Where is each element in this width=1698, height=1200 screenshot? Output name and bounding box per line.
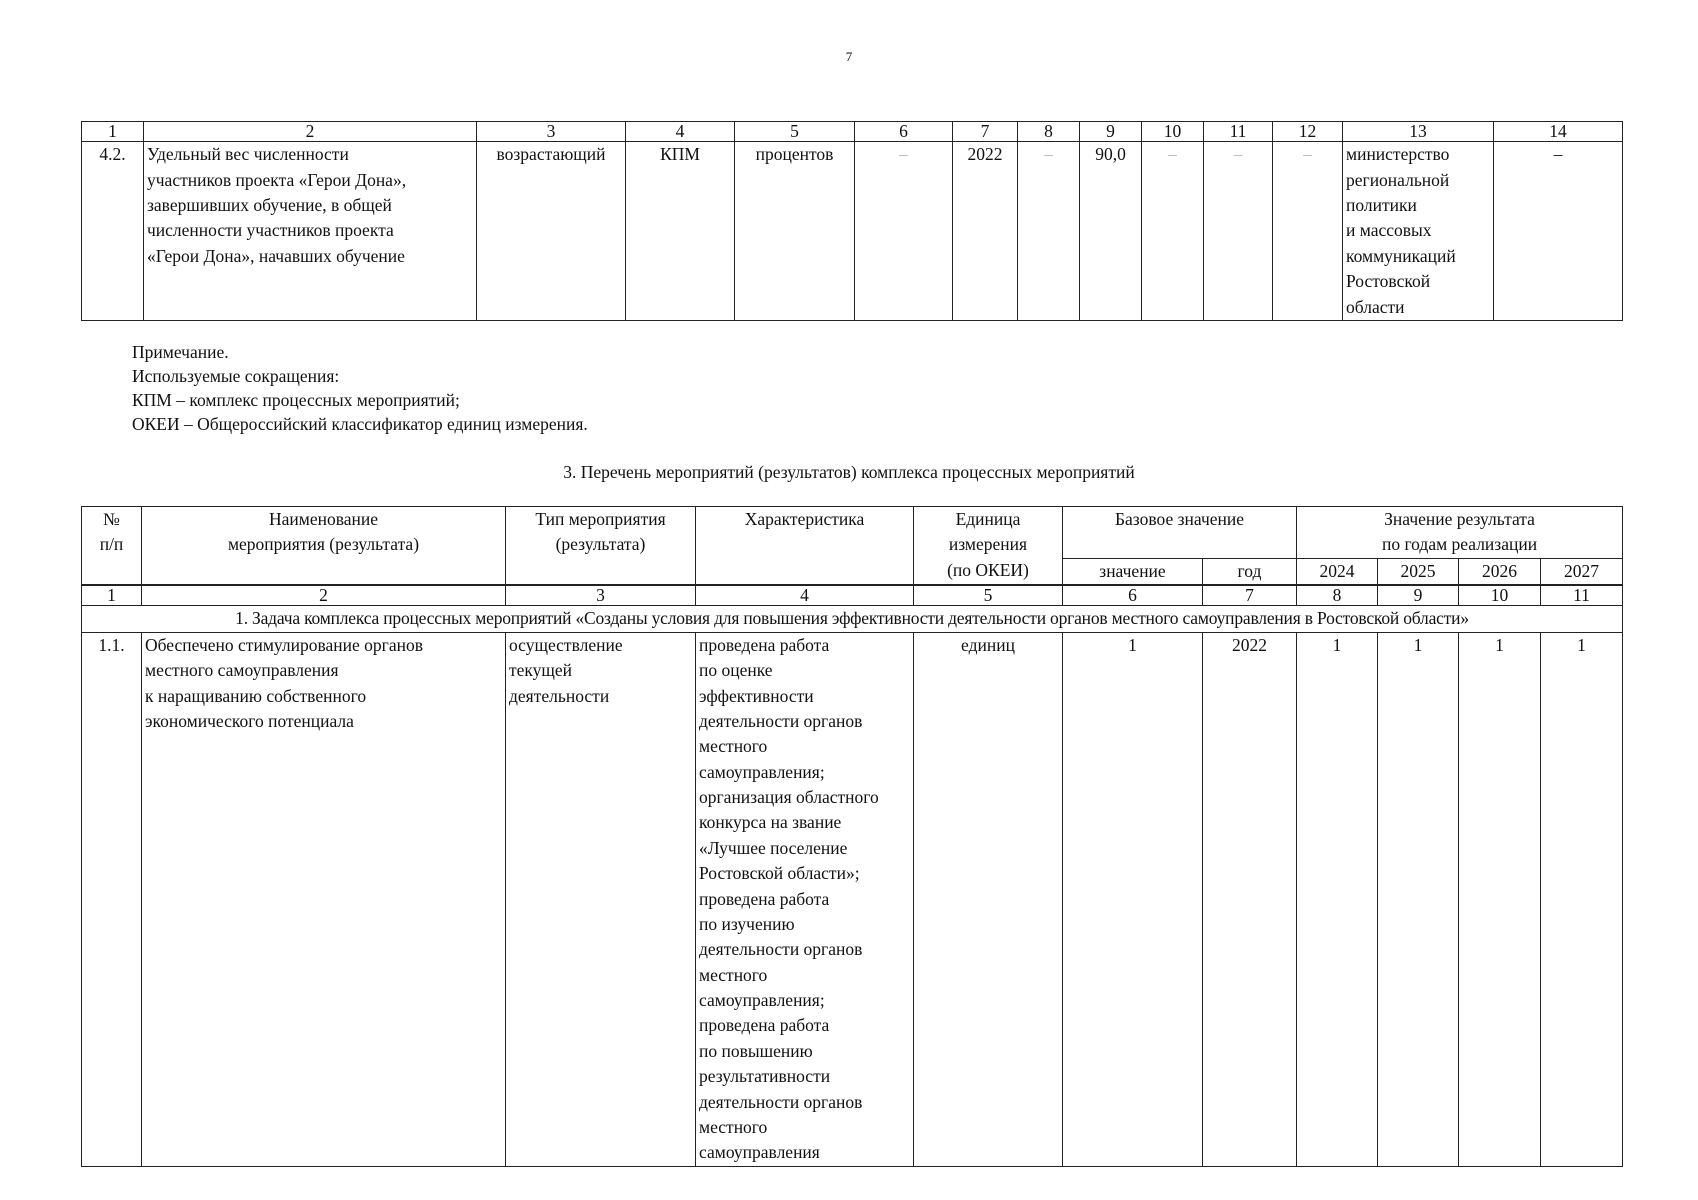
col-number: 9 [1378, 585, 1459, 606]
text-line: деятельности [509, 685, 610, 706]
text-line: № [103, 509, 120, 529]
text-line: мероприятия (результата) [227, 534, 420, 555]
header-unit-lines [917, 507, 1059, 583]
note-line: КПМ – комплекс процессных мероприятий; [132, 390, 460, 411]
header-year: 2027 [1541, 558, 1623, 585]
row-number: 4.2. [82, 142, 144, 321]
text-line: конкурса на звание [699, 812, 842, 833]
text-line: измерения [948, 534, 1028, 555]
col-number: 2 [144, 122, 477, 142]
text-line: завершивших обучение, в общей [147, 195, 392, 215]
text-line: организация областного [699, 787, 879, 807]
text-line: проведена работа [699, 888, 830, 909]
col-number: 6 [1063, 585, 1203, 606]
text-line: Единица [955, 509, 1021, 529]
text-line: по повышению [699, 1040, 813, 1061]
text-line: проведена работа [699, 1015, 830, 1036]
page-number: 7 [845, 49, 853, 64]
cell-col-6: – [855, 142, 953, 321]
text-line: по оценке [699, 660, 773, 681]
table-row [82, 142, 1623, 321]
col-number: 8 [1297, 585, 1378, 606]
col-number: 2 [142, 585, 506, 606]
cell-col-10: – [1142, 142, 1204, 321]
task-title: 1. Задача комплекса процессных мероприятий «Созданы условия для повышения эффективности деятельности органов местного самоуправления в Ростовской области» [82, 606, 1623, 632]
col-number: 3 [477, 122, 626, 142]
text-line: деятельности органов [699, 939, 863, 960]
header-base: Базовое значение [1063, 507, 1297, 559]
col-number: 5 [914, 585, 1063, 606]
text-line: к наращиванию собственного [145, 685, 367, 706]
value-2027: 1 [1541, 632, 1623, 1166]
text-line: текущей [509, 660, 573, 681]
text-line: региональной [1346, 169, 1450, 190]
note-line: Используемые сокращения: [132, 366, 340, 387]
value-2026: 1 [1459, 632, 1541, 1166]
col-number: 13 [1343, 122, 1494, 142]
column-number-row [82, 585, 1623, 606]
activities-table [81, 506, 1623, 1167]
indicator-unit: процентов [735, 142, 855, 321]
header-name [142, 507, 506, 586]
text-line: политики [1346, 195, 1417, 215]
column-number-row [82, 122, 1623, 142]
col-number: 9 [1080, 122, 1142, 142]
value-2025: 1 [1378, 632, 1459, 1166]
text-line: коммуникаций [1346, 245, 1456, 266]
cell-col-8: – [1018, 142, 1080, 321]
text-line: Значение результата [1384, 509, 1535, 529]
text-line: местного [699, 736, 768, 757]
note-line: Примечание. [132, 342, 229, 362]
text-line: Ростовской [1346, 271, 1431, 292]
cell-col-7: 2022 [953, 142, 1018, 321]
header-num [82, 507, 142, 586]
text-line: осуществление [509, 634, 623, 655]
text-line: (по ОКЕИ) [947, 559, 1029, 580]
text-line: самоуправления; [699, 761, 825, 782]
section-title: 3. Перечень мероприятий (результатов) комплекса процессных мероприятий [563, 462, 1135, 482]
note-line: ОКЕИ – Общероссийский классификатор единиц измерения. [132, 414, 588, 435]
header-year: 2026 [1459, 558, 1541, 585]
col-number: 7 [1203, 585, 1297, 606]
header-base-year: год [1203, 558, 1297, 585]
cell-col-14: – [1494, 142, 1623, 321]
indicators-table [81, 121, 1623, 321]
activity-unit: единиц [914, 632, 1063, 1166]
activity-characteristic [696, 632, 914, 1166]
activity-characteristic-lines [699, 633, 910, 1166]
activity-type-lines [509, 633, 692, 709]
col-number: 3 [506, 585, 696, 606]
text-line: местного [699, 964, 768, 985]
text-line: результативности [699, 1066, 831, 1087]
text-line: деятельности органов [699, 710, 863, 731]
activity-type [506, 632, 696, 1166]
activity-name [142, 632, 506, 1166]
notes [132, 340, 588, 437]
text-line: по годам реализации [1381, 534, 1538, 555]
col-number: 7 [953, 122, 1018, 142]
col-number: 8 [1018, 122, 1080, 142]
base-value: 1 [1063, 632, 1203, 1166]
col-number: 4 [696, 585, 914, 606]
text-line: «Герои Дона», начавших обучение [147, 245, 405, 266]
header-year: 2024 [1297, 558, 1378, 585]
cell-col-12: – [1273, 142, 1343, 321]
text-line: п/п [99, 534, 124, 555]
text-line: экономического потенциала [145, 710, 354, 731]
indicator-level: КПМ [626, 142, 735, 321]
col-number: 12 [1273, 122, 1343, 142]
indicator-name [144, 142, 477, 321]
cell-col-9: 90,0 [1080, 142, 1142, 321]
header-type-lines [509, 507, 692, 558]
text-line: эффективности [699, 685, 814, 706]
cell-col-11: – [1204, 142, 1273, 321]
text-line: деятельности органов [699, 1091, 863, 1112]
header-unit [914, 507, 1063, 586]
responsible-body [1343, 142, 1494, 321]
col-number: 10 [1142, 122, 1204, 142]
col-number: 1 [82, 585, 142, 606]
text-line: области [1346, 296, 1405, 317]
col-number: 10 [1459, 585, 1541, 606]
header-year: 2025 [1378, 558, 1459, 585]
text-line: самоуправления [699, 1142, 820, 1163]
header-row [82, 507, 1623, 559]
responsible-body-lines [1346, 142, 1490, 320]
col-number: 5 [735, 122, 855, 142]
value-2024: 1 [1297, 632, 1378, 1166]
header-name-lines [145, 507, 502, 558]
text-line: Обеспечено стимулирование органов [145, 634, 423, 655]
col-number: 11 [1541, 585, 1623, 606]
header-result [1297, 507, 1623, 559]
text-line: численности участников проекта [147, 220, 394, 241]
text-line: Ростовской области»; [699, 863, 860, 884]
task-row [82, 606, 1623, 632]
base-year: 2022 [1203, 632, 1297, 1166]
header-characteristic: Характеристика [696, 507, 914, 586]
text-line: местного самоуправления [145, 660, 339, 681]
header-base-value: значение [1063, 558, 1203, 585]
text-line: самоуправления; [699, 990, 825, 1010]
col-number: 6 [855, 122, 953, 142]
indicator-name-lines [147, 142, 473, 269]
col-number: 4 [626, 122, 735, 142]
text-line: (результата) [555, 534, 646, 555]
text-line: Наименование [268, 509, 379, 529]
header-num-lines [85, 507, 138, 558]
text-line: участников проекта «Герои Дона», [147, 169, 407, 190]
text-line: проведена работа [699, 634, 830, 655]
text-line: Удельный вес численности [147, 144, 349, 165]
col-number: 11 [1204, 122, 1273, 142]
text-line: «Лучшее поселение [699, 837, 848, 858]
row-number: 1.1. [82, 632, 142, 1166]
table-row [82, 632, 1623, 1166]
activity-name-lines [145, 633, 502, 735]
col-number: 14 [1494, 122, 1623, 142]
text-line: местного [699, 1116, 768, 1137]
indicator-direction: возрастающий [477, 142, 626, 321]
header-result-lines [1300, 507, 1619, 558]
header-type [506, 507, 696, 586]
text-line: министерство [1346, 144, 1450, 165]
text-line: и массовых [1346, 220, 1432, 241]
text-line: по изучению [699, 913, 795, 934]
text-line: Тип мероприятия [535, 509, 666, 529]
col-number: 1 [82, 122, 144, 142]
